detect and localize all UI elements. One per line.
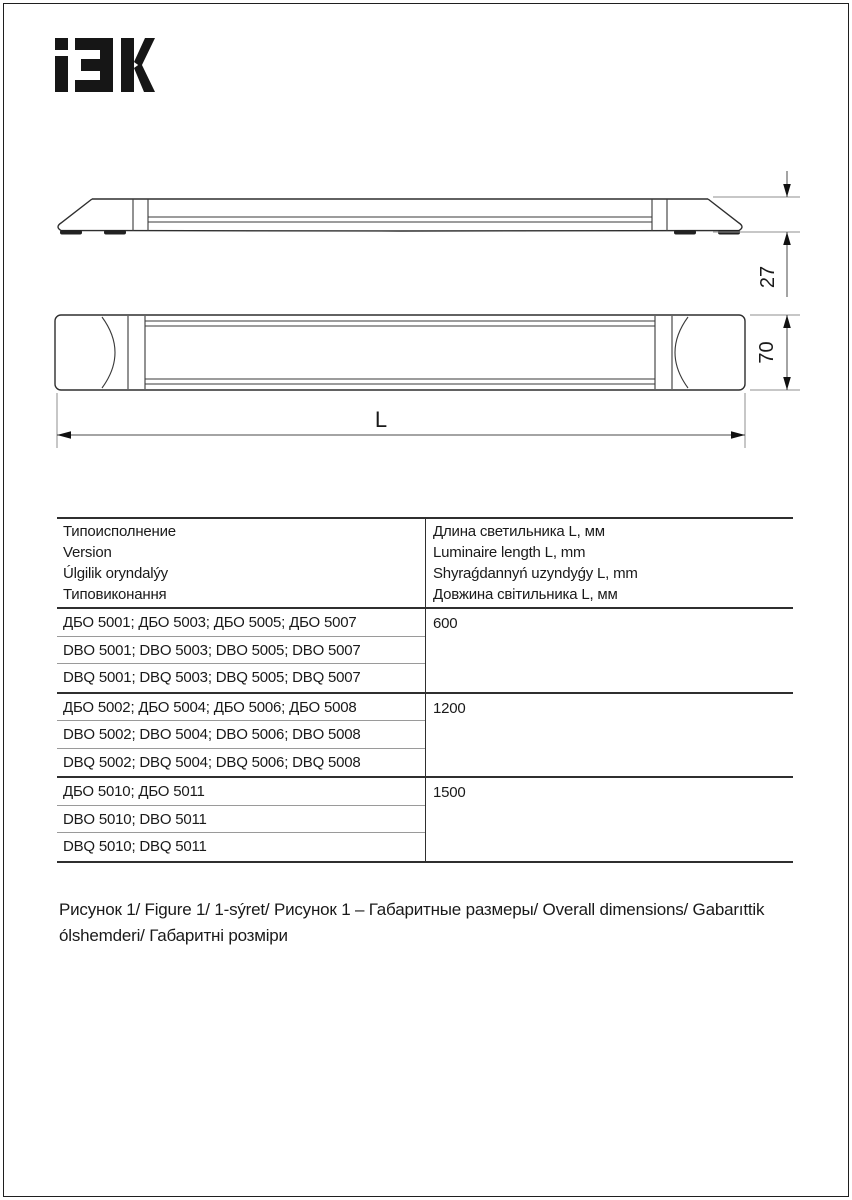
luminaire-side-view [58,199,742,235]
table-row: ДБО 5002; ДБО 5004; ДБО 5006; ДБО 5008 [57,694,425,722]
header-length-en: Luminaire length L, mm [433,544,586,561]
luminaire-front-view [55,315,745,390]
group-600-models [57,609,425,692]
dim-27-label: 27 [757,265,779,289]
dim-L-label: L [374,407,388,432]
table-row: DBO 5002; DBO 5004; DBO 5006; DBO 5008 [57,721,425,749]
table-group-1200 [57,694,793,779]
dimension-70 [750,315,800,390]
header-length-ru: Длина светильника L, мм [433,523,605,540]
group-1200-models [57,694,425,777]
group-1500-length: 1500 [425,778,793,861]
table-row: DBO 5010; DBO 5011 [57,806,425,834]
table-row: ДБО 5010; ДБО 5011 [57,778,425,806]
header-length-kk: Shyraǵdannyń uzyndyǵy L, mm [433,565,638,582]
group-1500-models [57,778,425,861]
iek-logo [55,38,155,92]
header-version-uk: Типовиконання [63,586,167,603]
table-row: DBQ 5010; DBQ 5011 [63,838,207,855]
table-row: DBO 5001; DBO 5003; DBO 5005; DBO 5007 [57,637,425,665]
table-header-length [425,519,793,607]
table-row: DBQ 5001; DBQ 5003; DBQ 5005; DBQ 5007 [63,669,361,686]
group-600-length: 600 [425,609,793,692]
dimension-drawings [45,165,805,465]
table-header-version [57,519,425,607]
header-length-uk: Довжина світильника L, мм [433,586,618,603]
table-row: ДБО 5001; ДБО 5003; ДБО 5005; ДБО 5007 [57,609,425,637]
header-version-ru: Типоисполнение [63,523,176,540]
group-1200-length: 1200 [425,694,793,777]
iek-logo-glyphs [55,38,155,92]
dimension-L [57,393,745,448]
table-group-600 [57,609,793,694]
dim-70-label: 70 [756,341,778,364]
header-version-en: Version [63,544,112,561]
table-header-row [57,519,793,609]
header-version-kk: Úlgilik oryndalýy [63,565,168,582]
versions-table [57,517,793,863]
figure-caption: Рисунок 1/ Figure 1/ 1-sýret/ Рисунок 1 – Габаритные размеры/ Overall dimensions/ Gabarıttik ólshemderi/ Габаритні розміри [59,900,765,945]
table-group-1500 [57,778,793,863]
table-row: DBQ 5002; DBQ 5004; DBQ 5006; DBQ 5008 [63,753,361,771]
